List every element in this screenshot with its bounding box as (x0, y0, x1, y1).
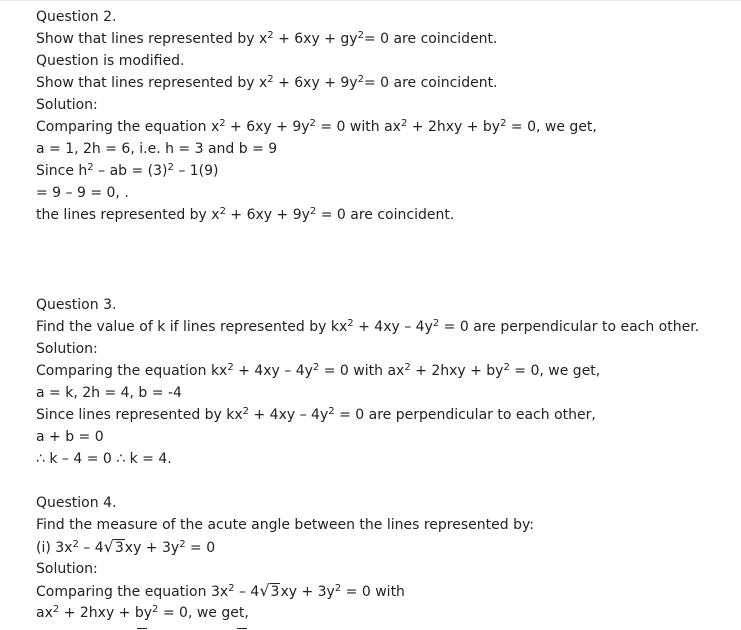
q2-step-2: a = 1, 2h = 6, i.e. h = 3 and b = 9 (36, 141, 278, 157)
q4-heading: Question 4. (36, 495, 117, 511)
cut-off-overline (137, 628, 147, 629)
q4-part-i: (i) $3x^2 - 4√3xy + 3y^2 = 0$ (36, 536, 736, 558)
q4-solution-label: Solution: (36, 561, 98, 577)
q4-step-2: $ax^2 + 2hxy + by^2 = 0$, we get, (36, 604, 249, 621)
square-root: √3 (103, 537, 124, 556)
q2-statement: Show that lines represented by $x^2 + 6xy + gy^2= 0$ are coincident. (36, 30, 498, 47)
q3-step-4: a + b = 0 (36, 429, 104, 445)
cut-off-overline (237, 628, 247, 629)
q3-heading: Question 3. (36, 297, 117, 313)
spacer (36, 470, 736, 492)
q3-conclusion: ∴ k – 4 = 0 ∴ k = 4. (36, 451, 172, 467)
q2-modified-note: Question is modified. (36, 53, 185, 69)
q4-step-1: Comparing the equation $3x^2 - 4√3xy + 3y^2 = 0$ with (36, 580, 736, 602)
q3-step-3: Since lines represented by $kx^2 + 4xy - 4y^2 = 0$ are perpendicular to each other, (36, 406, 596, 423)
q4-statement: Find the measure of the acute angle between the lines represented by: (36, 517, 534, 533)
q2-step-4: = 9 – 9 = 0, . (36, 185, 129, 201)
q3-step-2: a = k, 2h = 4, b = -4 (36, 385, 182, 401)
q2-step-3: Since $h^2$ – ab = $(3)^2 - 1(9)$ (36, 162, 219, 179)
q3-step-1: Comparing the equation $kx^2 + 4xy - 4y^2 = 0$ with $ax^2 + 2hxy + by^2 = 0$, we get, (36, 362, 601, 379)
square-root: √3 (259, 581, 280, 600)
q3-solution-label: Solution: (36, 341, 98, 357)
top-border (0, 0, 741, 1)
q2-heading: Question 2. (36, 9, 117, 25)
document-content (36, 6, 736, 624)
q3-statement: Find the value of k if lines represented by $kx^2 + 4xy - 4y^2 = 0$ are perpendicular to each other. (36, 318, 700, 335)
q2-solution-label: Solution: (36, 97, 98, 113)
spacer (36, 226, 736, 294)
q2-conclusion: the lines represented by $x^2 + 6xy + 9y^2 = 0$ are coincident. (36, 206, 455, 223)
q2-step-1: Comparing the equation $x^2 + 6xy + 9y^2 = 0$ with $ax^2 + 2hxy + by^2 = 0$, we get, (36, 118, 597, 135)
q2-modified-statement: Show that lines represented by $x^2 + 6xy + 9y^2= 0$ are coincident. (36, 74, 498, 91)
